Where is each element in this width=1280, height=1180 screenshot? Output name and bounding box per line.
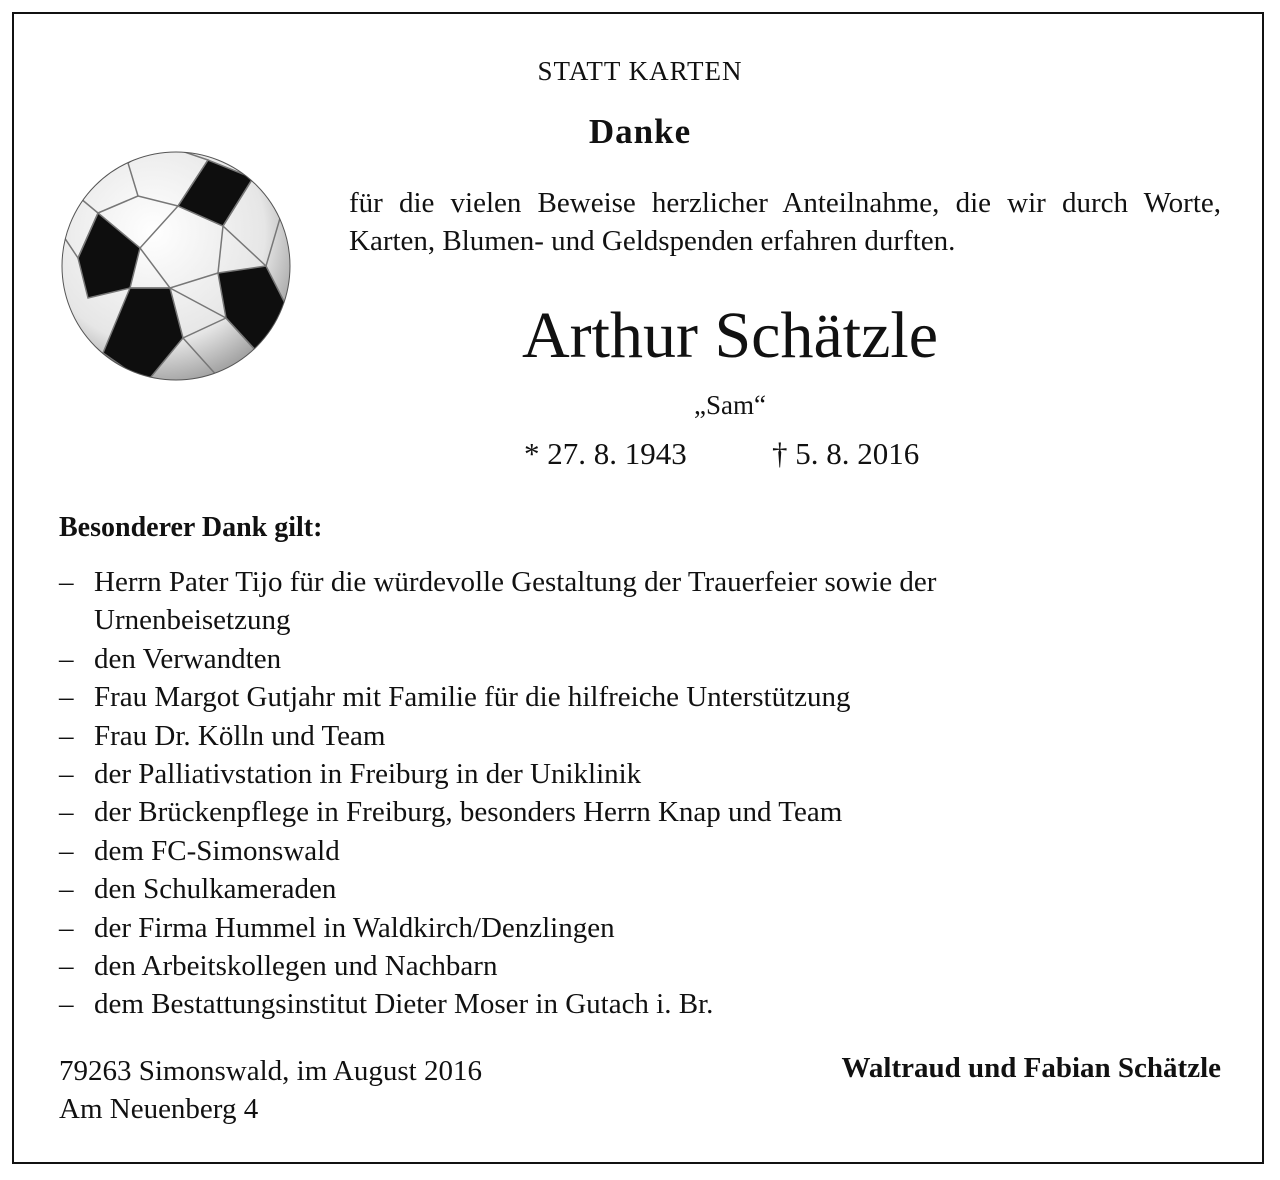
birth-date: * 27. 8. 1943 [524, 436, 687, 471]
place-date: 79263 Simonswald, im August 2016 [59, 1055, 482, 1087]
dash-bullet: – [59, 566, 74, 598]
list-item [59, 870, 1074, 908]
dash-bullet: – [59, 719, 74, 752]
list-item-text: dem FC-Simonswald [94, 834, 340, 867]
list-item-text: den Arbeitskollegen und Nachbarn [94, 950, 498, 983]
dash-bullet: – [59, 834, 74, 867]
place-and-address [59, 1052, 482, 1128]
list-item-text: den Verwandten [94, 642, 282, 675]
street-address: Am Neuenberg 4 [59, 1093, 259, 1125]
list-item [59, 678, 1074, 716]
list-item [59, 755, 1074, 793]
list-item [59, 640, 1074, 678]
statt-karten-header: STATT KARTEN [537, 56, 743, 86]
list-item [59, 832, 1074, 870]
intro-text: für die vielen Beweise herzlicher Anteilnahme, die wir durch Worte, Karten, Blumen- und Geldspenden erfahren durften. [349, 187, 1221, 257]
thanks-heading: Besonderer Dank gilt: [59, 512, 323, 543]
list-item [59, 793, 1074, 831]
list-item-text: Frau Dr. Kölln und Team [94, 719, 386, 752]
list-item-text: der Brückenpflege in Freiburg, besonders Herrn Knap und Team [94, 796, 843, 829]
list-item [59, 909, 1074, 947]
death-date: † 5. 8. 2016 [772, 436, 920, 471]
dash-bullet: – [59, 950, 74, 983]
dash-bullet: – [59, 796, 74, 829]
list-item [59, 947, 1074, 985]
dash-bullet: – [59, 873, 74, 906]
list-item-text: Herrn Pater Tijo für die würdevolle Gestaltung der Trauerfeier sowie der Urnenbeisetzung [94, 566, 937, 637]
dash-bullet: – [59, 642, 74, 675]
dash-bullet: – [59, 988, 74, 1021]
list-item-text: den Schulkameraden [94, 873, 337, 906]
deceased-name: Arthur Schätzle [521, 299, 938, 372]
danke-title: Danke [588, 112, 692, 151]
nickname: „Sam“ [694, 390, 766, 420]
list-item [59, 985, 1074, 1023]
thanks-list [59, 563, 1074, 1024]
dash-bullet: – [59, 911, 74, 944]
dash-bullet: – [59, 758, 74, 791]
signers: Waltraud und Fabian Schätzle [841, 1052, 1221, 1084]
list-item-text: Frau Margot Gutjahr mit Familie für die hilfreiche Unterstützung [94, 681, 851, 714]
dash-bullet: – [59, 681, 74, 714]
list-item [59, 563, 1074, 640]
list-item-text: der Palliativstation in Freiburg in der Uniklinik [94, 758, 642, 791]
list-item-text: dem Bestattungsinstitut Dieter Moser in Gutach i. Br. [94, 988, 714, 1021]
list-item-text: der Firma Hummel in Waldkirch/Denzlingen [94, 911, 615, 944]
soccer-ball-icon [58, 148, 294, 384]
list-item [59, 717, 1074, 755]
